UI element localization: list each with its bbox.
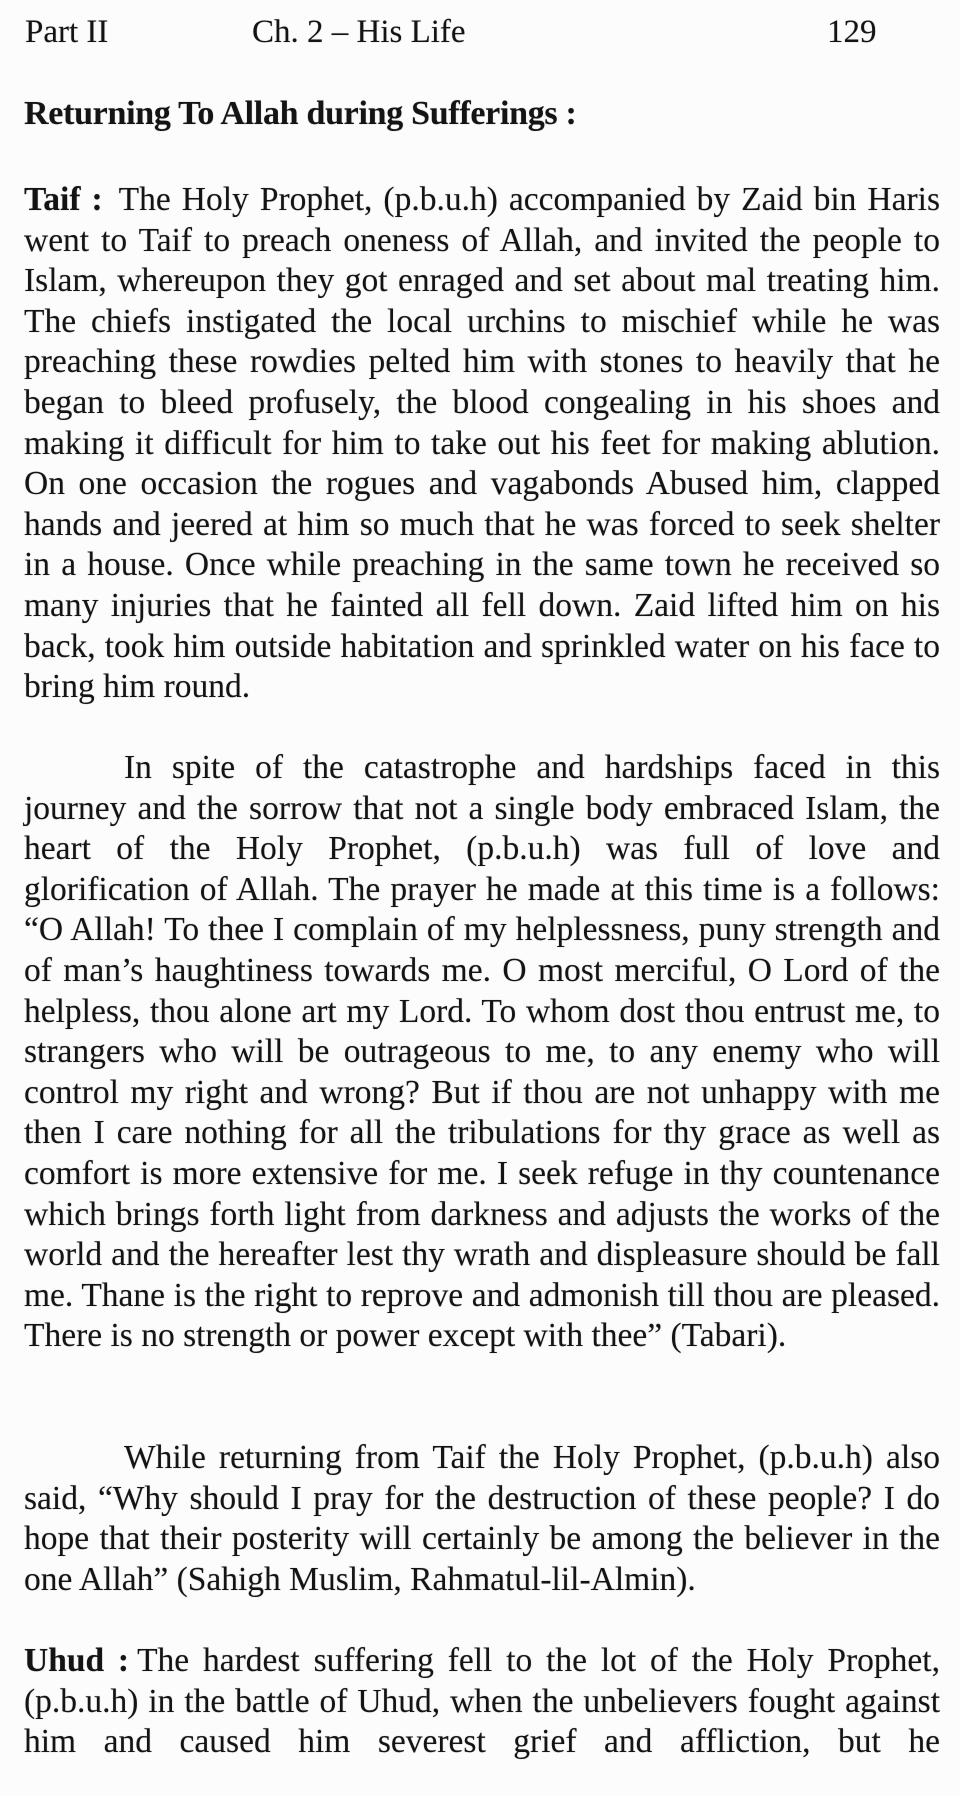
running-header — [0, 0, 960, 52]
paragraph-uhud — [24, 1641, 940, 1763]
page-body — [24, 180, 940, 1763]
paragraph-lead-taif: Taif : — [24, 181, 103, 218]
paragraph-text: The Holy Prophet, (p.b.u.h) accompanied by Zaid bin Haris went to Taif to preach oneness of Allah, and invited the people to Islam, whereupon they got enraged and set about mal treating him. The chiefs instigated the local urchins to mischief while he was preaching these rowdies pelted him with stones to heavily that he began to bleed profusely, the blood congealing in his shoes and making it difficult for him to take out his feet for making ablution. On one occasion the rogues and vagabonds Abused him, clapped hands and jeered at him so much that he was forced to seek shelter in a house. Once while preaching in the same town he received so many injuries that he fainted all fell down. Zaid lifted him on his back, took him outside habitation and sprinkled water on his face to bring him round. — [24, 181, 940, 706]
paragraph-lead-uhud: Uhud : — [24, 1642, 130, 1679]
header-page-number: 129 — [827, 14, 877, 50]
paragraph-taif — [24, 180, 940, 708]
paragraph-prayer — [24, 748, 940, 1398]
paragraph-returning — [24, 1438, 940, 1601]
header-part-label: Part II — [25, 14, 109, 50]
header-chapter-title: Ch. 2 – His Life — [252, 14, 466, 50]
paragraph-text: In spite of the catastrophe and hardships faced in this journey and the sorrow that not a single body embraced Islam, the heart of the Holy Prophet, (p.b.u.h) was full of love and glorification of Allah. The prayer he made at this time is a follows: “O Allah! To thee I complain of my helplessness, puny strength and of man’s haughtiness towards me. O most merciful, O Lord of the helpless, thou alone art my Lord. To whom dost thou entrust me, to strangers who will be outrageous to me, to any enemy who will control my right and wrong? But if thou are not unhappy with me then I care nothing for all the tribulations for thy grace as well as comfort is more extensive for me. I seek refuge in thy countenance which brings forth light from darkness and adjusts the works of the world and the hereafter lest thy wrath and displeasure should be fall me. Thane is the right to reprove and admonish till thou are pleased. There is no strength or power except with thee” (Tabari). — [24, 749, 940, 1355]
section-heading: Returning To Allah during Sufferings : — [24, 95, 577, 132]
paragraph-text: While returning from Taif the Holy Prophet, (p.b.u.h) also said, “Why should I pray for the destruction of these people? I do hope that their posterity will certainly be among the believer in the one Allah” (Sahigh Muslim, Rahmatul-lil-Almin). — [24, 1439, 940, 1598]
paragraph-text: The hardest suffering fell to the lot of the Holy Prophet, (p.b.u.h) in the battle of Uhud, when the unbelievers fought against him and caused him severest grief and affliction, but he — [24, 1642, 940, 1761]
